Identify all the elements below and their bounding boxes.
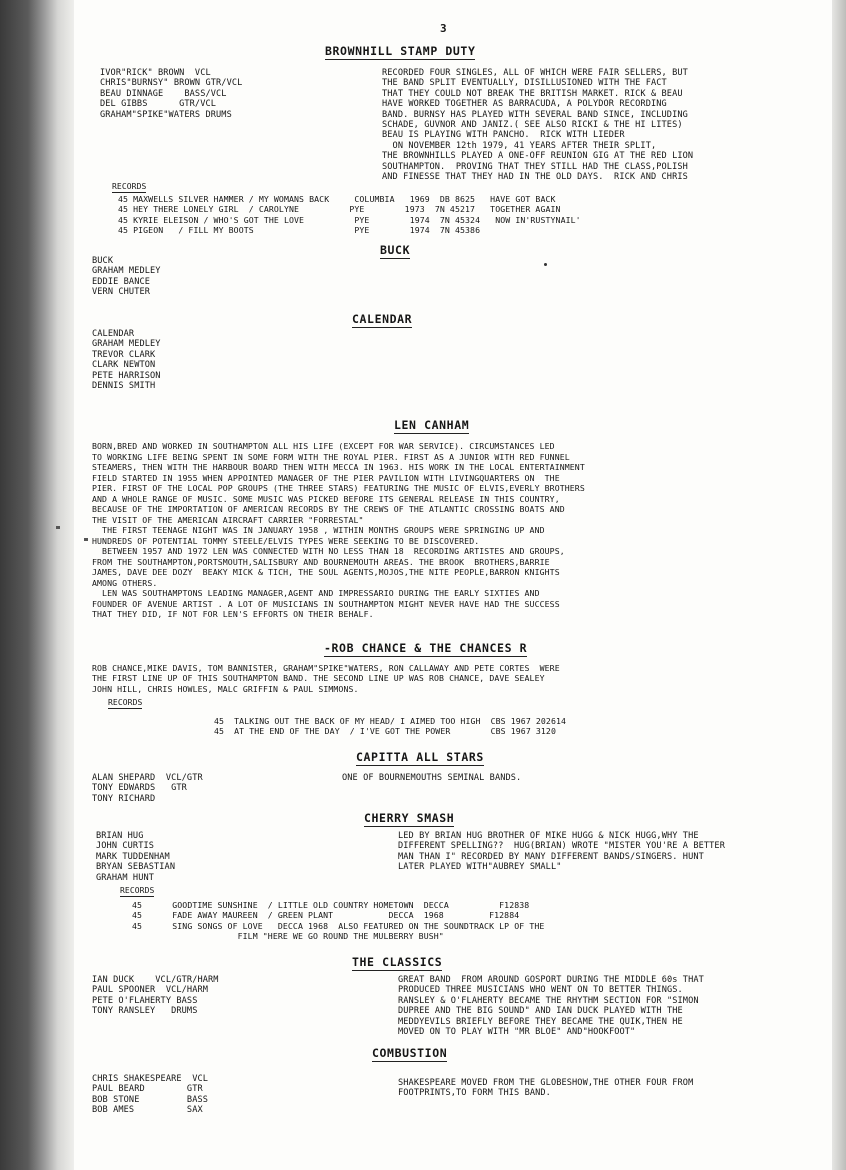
- punch-mark: [84, 538, 88, 541]
- text-line: JOHN HILL, CHRIS HOWLES, MALC GRIFFIN & PAUL SIMMONS.: [92, 683, 359, 694]
- text-line: BORN,BRED AND WORKED IN SOUTHAMPTON ALL HIS LIFE (EXCEPT FOR WAR SERVICE). CIRCUMSTANCES LED: [92, 441, 555, 451]
- member-line: BUCK: [92, 256, 114, 266]
- text-line: MOVED ON TO PLAY WITH "MR BLOE" AND"HOOKFOOT": [398, 1027, 636, 1038]
- record-line: 45 SING SONGS OF LOVE DECCA 1968 ALSO FEATURED ON THE SOUNDTRACK LP OF THE: [132, 920, 545, 931]
- record-line: 45 KYRIE ELEISON / WHO'S GOT THE LOVE PYE 1974 7N 45324 NOW IN'RUSTYNAIL': [118, 214, 581, 225]
- text-line: TO WORKING LIFE BEING SPENT IN SOME FORM WITH THE ROYAL PIER. FIRST AS A JUNIOR WITH RED FUNNEL: [92, 451, 570, 462]
- text-line: SOUTHAMPTON. PROVING THAT THEY STILL HAD THE CLASS,POLISH: [382, 161, 688, 172]
- text-line: THAT THEY DID, IF NOT FOR LEN'S EFFORTS ON THEIR BEHALF.: [92, 609, 374, 619]
- text-line: ROB CHANCE,MIKE DAVIS, TOM BANNISTER, GRAHAM"SPIKE"WATERS, RON CALLAWAY AND PETE CORTES WERE: [92, 663, 560, 673]
- record-line: 45 FADE AWAY MAUREEN / GREEN PLANT DECCA 1968 F12884: [132, 910, 520, 921]
- text-combustion: [398, 1078, 693, 1099]
- member-line: CHRIS SHAKESPEARE VCL: [92, 1074, 209, 1084]
- text-line: LEN WAS SOUTHAMPTONS LEADING MANAGER,AGENT AND IMPRESSARIO DURING THE EARLY SIXTIES AND: [92, 588, 540, 598]
- section-title-buck: BUCK: [380, 243, 411, 257]
- member-list-combustion: [92, 1074, 208, 1116]
- text-line: AMONG OTHERS.: [92, 577, 158, 588]
- text-line: BEAU IS PLAYING WITH PANCHO. RICK WITH LIEDER: [382, 130, 625, 141]
- text-line: THE BROWNHILLS PLAYED A ONE-OFF REUNION GIG AT THE RED LION: [382, 151, 694, 162]
- member-list-capitta: [92, 773, 203, 804]
- text-line: AND FINESSE THAT THEY HAD IN THE OLD DAYS. RICK AND CHRIS: [382, 172, 688, 183]
- text-line: JAMES, DAVE DEE DOZY BEAKY MICK & TICH, THE SOUL AGENTS,MOJOS,THE NITE PEOPLE,BARRON KNIGHTS: [92, 567, 560, 577]
- text-rob: [92, 663, 560, 694]
- record-line: 45 PIGEON / FILL MY BOOTS PYE 1974 7N 45386: [118, 225, 481, 236]
- section-title-calendar: CALENDAR: [352, 312, 413, 326]
- member-line: BOB AMES SAX: [92, 1105, 203, 1116]
- text-brownhill: [382, 68, 693, 182]
- member-line: IVOR"RICK" BROWN VCL: [100, 68, 211, 78]
- text-line: THE VISIT OF THE AMERICAN AIRCRAFT CARRIER "FORRESTAL": [92, 514, 364, 525]
- record-line: 45 GOODTIME SUNSHINE / LITTLE OLD COUNTRY HOMETOWN DECCA F12838: [132, 900, 530, 910]
- text-line: PIER. FIRST OF THE LOCAL POP GROUPS (THE THREE STARS) FEATURING THE MUSIC OF ELVIS,EVERLY BROTHERS: [92, 483, 585, 493]
- section-title-classics: THE CLASSICS: [352, 955, 443, 969]
- text-line: FROM THE SOUTHAMPTON,PORTSMOUTH,SALISBURY AND BOURNEMOUTH AREAS. THE BROOK BROTHERS,BARRIE: [92, 556, 550, 567]
- text-line: DIFFERENT SPELLING?? HUG(BRIAN) WROTE "MISTER YOU'RE A BETTER: [398, 841, 725, 852]
- section-title-cherry: CHERRY SMASH: [364, 811, 455, 825]
- member-line: CHRIS"BURNSY" BROWN GTR/VCL: [100, 78, 243, 89]
- text-line: ONE OF BOURNEMOUTHS SEMINAL BANDS.: [342, 773, 522, 783]
- record-line: 45 AT THE END OF THE DAY / I'VE GOT THE POWER CBS 1967 3120: [214, 726, 556, 737]
- text-line: HUNDREDS OF POTENTIAL TOMMY STEELE/ELVIS TYPES WERE SEEKING TO BE DISCOVERED.: [92, 535, 480, 546]
- text-line: MEDDYEVILS BRIEFLY BEFORE THEY BECAME THE QUIK,THEN HE: [398, 1016, 683, 1027]
- section-title-len: LEN CANHAM: [394, 418, 470, 432]
- member-line: BRIAN HUG: [96, 831, 144, 841]
- member-line: GRAHAM MEDLEY: [92, 266, 161, 277]
- text-line: SHAKESPEARE MOVED FROM THE GLOBESHOW,THE OTHER FOUR FROM: [398, 1078, 694, 1088]
- text-line: BECAUSE OF THE IMPORTATION OF AMERICAN RECORDS BY THE CREWS OF THE ATLANTIC CROSSING BOATS AND: [92, 504, 565, 514]
- text-line: RECORDED FOUR SINGLES, ALL OF WHICH WERE FAIR SELLERS, BUT: [382, 68, 688, 78]
- member-line: EDDIE BANCE: [92, 276, 151, 287]
- records-brownhill: [118, 194, 581, 236]
- member-line: PETE O'FLAHERTY BASS: [92, 995, 198, 1006]
- member-line: TONY EDWARDS GTR: [92, 783, 187, 794]
- member-line: ALAN SHEPARD VCL/GTR: [92, 773, 203, 783]
- document-page: [92, 0, 832, 1170]
- member-line: BOB STONE BASS: [92, 1094, 209, 1105]
- text-line: LATER PLAYED WITH"AUBREY SMALL": [398, 862, 562, 873]
- text-line: BAND. BURNSY HAS PLAYED WITH SEVERAL BAND SINCE, INCLUDING: [382, 109, 688, 120]
- member-line: GRAHAM HUNT: [96, 872, 155, 883]
- text-line: GREAT BAND FROM AROUND GOSPORT DURING THE MIDDLE 60s THAT: [398, 975, 704, 985]
- binder-edge: [0, 0, 74, 1170]
- records-rob: [214, 716, 566, 737]
- section-title-brownhill: BROWNHILL STAMP DUTY: [325, 44, 476, 58]
- member-list-buck: [92, 256, 161, 298]
- member-list-brownhill: [100, 68, 242, 120]
- text-line: RANSLEY & O'FLAHERTY BECAME THE RHYTHM SECTION FOR "SIMON: [398, 995, 699, 1006]
- text-len: [92, 441, 585, 620]
- text-line: THE BAND SPLIT EVENTUALLY, DISILLUSIONED WITH THE FACT: [382, 78, 667, 89]
- text-line: FOOTPRINTS,TO FORM THIS BAND.: [398, 1088, 551, 1099]
- text-line: MAN THAN I" RECORDED BY MANY DIFFERENT BANDS/SINGERS. HUNT: [398, 851, 704, 862]
- section-title-combustion: COMBUSTION: [372, 1046, 448, 1060]
- member-line: TREVOR CLARK: [92, 349, 156, 360]
- text-line: THE FIRST TEENAGE NIGHT WAS IN JANUARY 1958 , WITHIN MONTHS GROUPS WERE SPRINGING UP AND: [92, 525, 545, 535]
- record-line: FILM "HERE WE GO ROUND THE MULBERRY BUSH": [132, 931, 444, 942]
- text-line: THE FIRST LINE UP OF THIS SOUTHAMPTON BAND. THE SECOND LINE UP WAS ROB CHANCE, DAVE SEALEY: [92, 673, 545, 684]
- member-line: TONY RANSLEY DRUMS: [92, 1006, 198, 1017]
- records-label: RECORDS: [108, 698, 142, 709]
- section-title-capitta: CAPITTA ALL STARS: [356, 750, 484, 764]
- member-line: DENNIS SMITH: [92, 381, 156, 392]
- page-edge: [832, 0, 846, 1170]
- member-line: CALENDAR: [92, 329, 135, 339]
- member-list-calendar: [92, 329, 161, 391]
- member-list-cherry: [96, 831, 175, 883]
- records-label: RECORDS: [120, 886, 154, 897]
- text-cherry: [398, 831, 725, 873]
- member-line: CLARK NEWTON: [92, 360, 156, 371]
- member-list-classics: [92, 975, 219, 1017]
- member-line: PAUL SPOONER VCL/HARM: [92, 985, 209, 996]
- ink-dot: [544, 263, 547, 266]
- text-line: FOUNDER OF AVENUE ARTIST . A LOT OF MUSICIANS IN SOUTHAMPTON MIGHT NEVER HAVE HAD THE SUCCESS: [92, 598, 560, 609]
- text-line: ON NOVEMBER 12th 1979, 41 YEARS AFTER THEIR SPLIT,: [382, 140, 657, 151]
- section-title-rob: -ROB CHANCE & THE CHANCES R: [324, 641, 528, 655]
- member-line: BRYAN SEBASTIAN: [96, 862, 176, 873]
- record-line: 45 HEY THERE LONELY GIRL / CAROLYNE PYE 1973 7N 45217 TOGETHER AGAIN: [118, 204, 561, 215]
- member-line: PAUL BEARD GTR: [92, 1084, 203, 1095]
- member-line: GRAHAM MEDLEY: [92, 339, 161, 350]
- member-line: PETE HARRISON: [92, 370, 161, 381]
- member-line: TONY RICHARD: [92, 793, 156, 804]
- text-line: BETWEEN 1957 AND 1972 LEN WAS CONNECTED WITH NO LESS THAN 18 RECORDING ARTISTES AND GROUPS,: [92, 546, 565, 556]
- text-line: DUPREE AND THE BIG SOUND" AND IAN DUCK PLAYED WITH THE: [398, 1006, 683, 1017]
- text-line: LED BY BRIAN HUG BROTHER OF MIKE HUGG & NICK HUGG,WHY THE: [398, 831, 699, 841]
- member-line: VERN CHUTER: [92, 287, 151, 298]
- records-label: RECORDS: [112, 182, 146, 193]
- member-line: DEL GIBBS GTR/VCL: [100, 99, 217, 110]
- record-line: 45 MAXWELLS SILVER HAMMER / MY WOMANS BACK COLUMBIA 1969 DB 8625 HAVE GOT BACK: [118, 194, 556, 204]
- text-line: PRODUCED THREE MUSICIANS WHO WENT ON TO BETTER THINGS.: [398, 985, 683, 996]
- records-cherry: [132, 900, 544, 942]
- member-line: GRAHAM"SPIKE"WATERS DRUMS: [100, 109, 232, 120]
- text-capitta: [342, 773, 521, 783]
- text-line: STEAMERS, THEN WITH THE HARBOUR BOARD THEN WITH MECCA IN 1963. HIS WORK IN THE LOCAL ENTERTAINMENT: [92, 462, 585, 472]
- member-line: JOHN CURTIS: [96, 841, 155, 852]
- text-classics: [398, 975, 704, 1037]
- text-line: HAVE WORKED TOGETHER AS BARRACUDA, A POLYDOR RECORDING: [382, 99, 667, 110]
- text-line: FIELD STARTED IN 1955 WHEN APPOINTED MANAGER OF THE PIER PAVILION WITH LIVINGQUARTERS ON THE: [92, 472, 560, 483]
- text-line: SCHADE, GUVNOR AND JANIZ.( SEE ALSO RICKI & THE HI LITES): [382, 120, 683, 131]
- page-number: 3: [440, 22, 447, 35]
- member-line: MARK TUDDENHAM: [96, 851, 170, 862]
- member-line: BEAU DINNAGE BASS/VCL: [100, 88, 227, 99]
- punch-mark: [56, 526, 60, 529]
- member-line: IAN DUCK VCL/GTR/HARM: [92, 975, 219, 985]
- text-line: THAT THEY COULD NOT BREAK THE BRITISH MARKET. RICK & BEAU: [382, 88, 683, 99]
- text-line: AND A WHOLE RANGE OF MUSIC. SOME MUSIC WAS PICKED BEFORE ITS GENERAL RELEASE IN THIS COUNTRY,: [92, 493, 560, 504]
- record-line: 45 TALKING OUT THE BACK OF MY HEAD/ I AIMED TOO HIGH CBS 1967 202614: [214, 716, 567, 726]
